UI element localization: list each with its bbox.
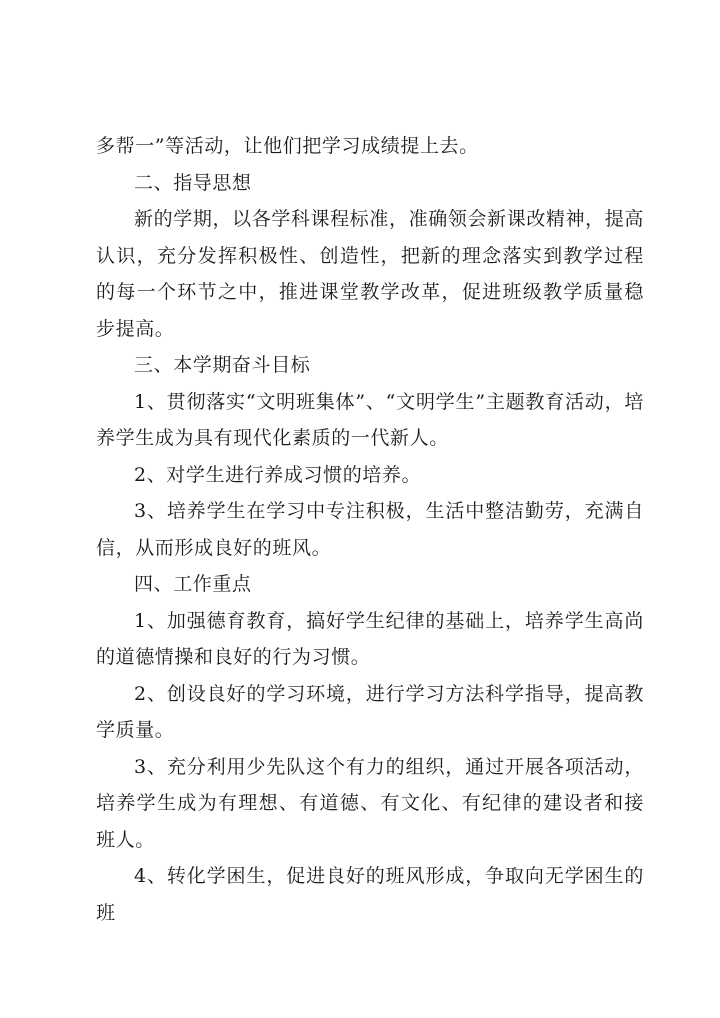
paragraph-guiding-thought: 新的学期，以各学科课程标准，准确领会新课改精神，提高认识，充分发挥积极性、创造性，把新的理念落实到教学过程的每一个环节之中，推进课堂教学改革，促进班级教学质量稳步提高。 [96,208,644,340]
section-heading-semester-goals: 三、本学期奋斗目标 [134,354,311,376]
goal-item-2: 2、对学生进行养成习惯的培养。 [134,463,422,486]
focus-item-4: 4、转化学困生，促进良好的班风形成，争取向无学困生的班 [96,865,644,924]
continuation-paragraph: 多帮一”等活动，让他们把学习成绩提上去。 [96,135,479,157]
goal-item-1: 1、贯彻落实“文明班集体”、“文明学生”主题教育活动，培养学生成为具有现代化素质的一代新人。 [96,390,644,449]
focus-item-1: 1、加强德育教育，搞好学生纪律的基础上，培养学生高尚的道德情操和良好的行为习惯。 [96,609,644,668]
focus-item-2: 2、创设良好的学习环境，进行学习方法科学指导，提高教学质量。 [96,682,644,741]
goal-item-3: 3、培养学生在学习中专注积极，生活中整洁勤劳，充满自信，从而形成良好的班风。 [96,500,644,559]
document-body [96,128,644,931]
section-heading-work-focus: 四、工作重点 [134,573,252,595]
section-heading-guiding-thought: 二、指导思想 [134,171,252,194]
focus-item-3: 3、充分利用少先队这个有力的组织，通过开展各项活动，培养学生成为有理想、有道德、有文化、有纪律的建设者和接班人。 [96,755,644,851]
